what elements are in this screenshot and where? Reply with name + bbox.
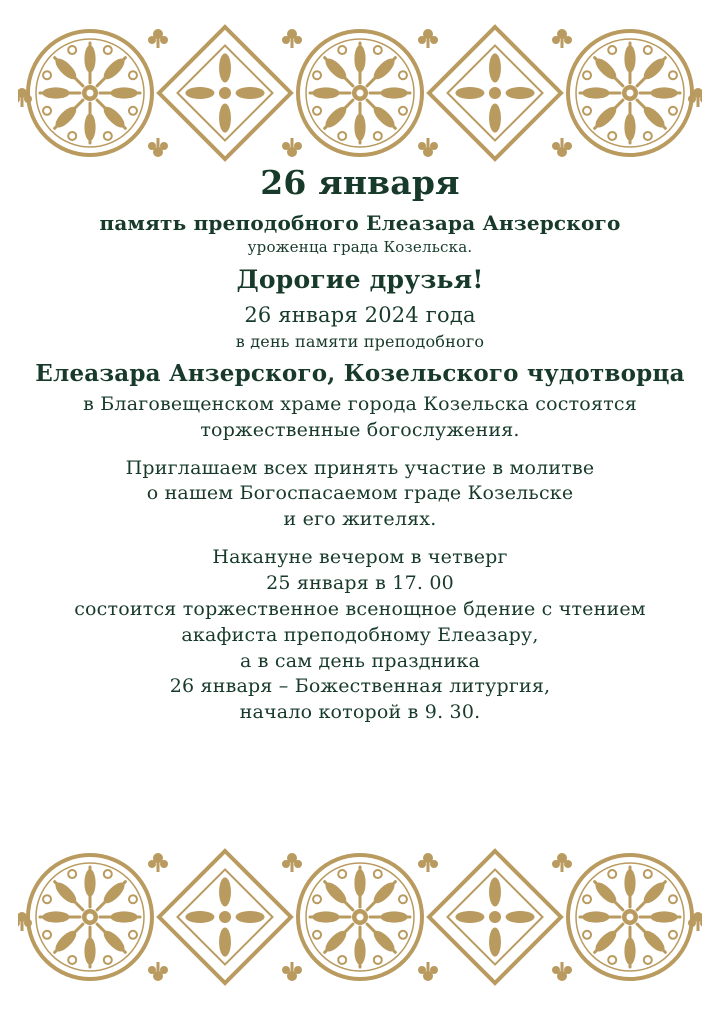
schedule-line-4: акафиста преподобному Елеазару, (181, 623, 539, 646)
date-title: 26 января (260, 163, 460, 202)
byzantine-rosette-border-icon (18, 851, 702, 983)
top-ornament-band (18, 24, 702, 162)
greeting: Дорогие друзья! (236, 265, 484, 295)
schedule-line-7: начало которой в 9. 30. (239, 701, 481, 724)
schedule-line-1: Накануне вечером в четверг (212, 546, 508, 569)
schedule-line-2: 25 января в 17. 00 (266, 571, 454, 594)
announcement-line-2: торжественные богослужения. (200, 418, 520, 441)
invitation-line-2: о нашем Богоспасаемом граде Козельске (146, 482, 574, 505)
schedule-line-3: состоится торжественное всенощное бдение с чтением (74, 597, 646, 620)
byzantine-rosette-border-icon (18, 27, 702, 159)
schedule-line-6: 26 января – Божественная литургия, (169, 675, 551, 698)
saint-name: Елеазара Анзерского, Козельского чудотворца (35, 360, 685, 388)
memory-heading: память преподобного Елеазара Анзерского (99, 210, 621, 235)
announcement-line-1: в Благовещенском храме города Козельска состоятся (83, 392, 637, 415)
announcement-text (0, 164, 720, 728)
bottom-ornament-band (18, 848, 702, 986)
schedule-line-5: а в сам день праздника (239, 649, 481, 672)
native-subheading: уроженца града Козельска. (247, 237, 473, 256)
event-date: 26 января 2024 года (244, 302, 476, 327)
invitation-line-1: Приглашаем всех принять участие в молитве (125, 456, 595, 479)
event-occasion: в день памяти преподобного (235, 332, 485, 352)
invitation-line-3: и его жителях. (283, 508, 437, 531)
